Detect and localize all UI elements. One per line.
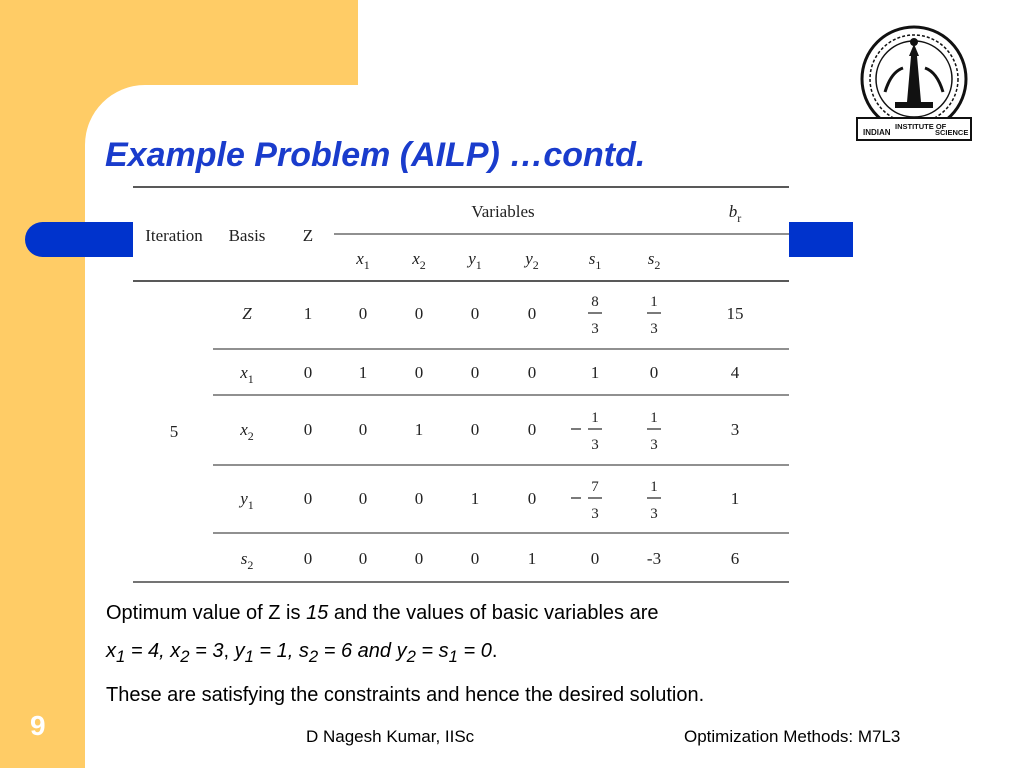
row-basis-3: $x_2$ [240, 420, 254, 443]
var-y2: y [396, 640, 407, 662]
var-x1: x [106, 640, 116, 662]
cell-r1-c5: 0 [527, 304, 537, 323]
footer-author: D Nagesh Kumar, IISc [306, 727, 475, 746]
cell-r4-c8: 1 [730, 489, 740, 508]
simplex-table [133, 186, 789, 584]
logo-text-left: INDIAN [863, 128, 891, 137]
cell-r4-c5: 0 [527, 489, 537, 508]
header-basis: Basis [228, 226, 266, 245]
cell-r1-c7-numerator: 1 [650, 294, 658, 310]
header-var-x2: $x_2$ [412, 249, 426, 272]
eq-s2: = 6 and [318, 640, 397, 662]
sub-x1: 1 [116, 647, 126, 666]
separator: , [223, 640, 235, 662]
cell-r1-c3: 0 [414, 304, 424, 323]
line-conclusion: These are satisfying the constraints and hence the desired solution. [106, 684, 705, 706]
cell-r4-c6-denominator: 3 [591, 506, 599, 522]
line1-part-a: Optimum value of Z is [106, 602, 307, 624]
slide-title: Example Problem (AILP) …contd. [105, 136, 646, 174]
row-basis-2: $x_1$ [240, 363, 254, 386]
cell-r3-c7-numerator: 1 [650, 410, 658, 426]
var-y1: y [234, 640, 245, 662]
var-s2: s [298, 640, 309, 662]
cell-r4-c4: 1 [470, 489, 480, 508]
cell-r3-c3: 1 [414, 420, 424, 439]
iisc-logo-icon [851, 22, 977, 148]
cell-r5-c8: 6 [730, 549, 740, 568]
var-s1: s [438, 640, 449, 662]
cell-r1-c1: 1 [303, 304, 313, 323]
cell-r1-c6-denominator: 3 [591, 321, 599, 337]
cell-r2-c4: 0 [470, 363, 480, 382]
cell-r3-c8: 3 [730, 420, 740, 439]
cell-r4-c7-numerator: 1 [650, 479, 658, 495]
row-basis-1: Z [242, 304, 252, 323]
cell-r5-c6: 0 [590, 549, 600, 568]
cell-r5-c4: 0 [470, 549, 480, 568]
header-var-x1: $x_1$ [356, 249, 370, 272]
cell-r5-c7: -3 [646, 549, 662, 568]
header-iteration: Iteration [145, 226, 203, 245]
cell-r2-c7: 0 [649, 363, 659, 382]
line-optimum-value [106, 594, 986, 632]
conclusion-text [106, 594, 986, 714]
optimum-z-value: 15 [306, 602, 329, 624]
sub-s2: 2 [308, 647, 319, 666]
sub-y2: 2 [406, 647, 416, 666]
cell-r4-c1: 0 [303, 489, 313, 508]
cell-r1-c6-numerator: 8 [591, 294, 599, 310]
cell-r4-c3: 0 [414, 489, 424, 508]
cell-r3-c7-denominator: 3 [650, 437, 658, 453]
cell-r3-c6-denominator: 3 [591, 437, 599, 453]
header-z: Z [302, 226, 314, 245]
cell-r3-c1: 0 [303, 420, 313, 439]
cell-r1-c2: 0 [358, 304, 368, 323]
cell-r3-c6-numerator: 1 [591, 410, 599, 426]
cell-r5-c2: 0 [358, 549, 368, 568]
header-br: $b_r$ [728, 202, 742, 225]
var-x2: x [170, 640, 181, 662]
slide-number: 9 [30, 710, 46, 741]
simplex-table-svg [133, 186, 789, 584]
line-basic-variables [106, 632, 986, 676]
cell-r3-c2: 0 [358, 420, 368, 439]
sub-x2: 2 [180, 647, 190, 666]
eq-s1: = 0 [457, 640, 492, 662]
cell-r4-c7-denominator: 3 [650, 506, 658, 522]
header-var-y1: $y_1$ [468, 249, 482, 272]
cell-r3-c5: 0 [527, 420, 537, 439]
cell-r2-c2: 1 [358, 363, 368, 382]
cell-r5-c5: 1 [527, 549, 537, 568]
row-basis-4: $y_1$ [240, 489, 254, 512]
cell-r2-c5: 0 [527, 363, 537, 382]
background-yellow-band [0, 0, 85, 768]
cell-r5-c1: 0 [303, 549, 313, 568]
eq-x1: = 4, [125, 640, 171, 662]
header-var-y2: $y_2$ [525, 249, 539, 272]
cell-r2-c6: 1 [590, 363, 600, 382]
cell-r1-c7-denominator: 3 [650, 321, 658, 337]
cell-r4-c6-numerator: 7 [591, 479, 599, 495]
eq-x2: = 3 [189, 640, 224, 662]
period: . [491, 640, 498, 662]
cell-r2-c1: 0 [303, 363, 313, 382]
eq-y2: = [415, 640, 439, 662]
cell-r3-c4: 0 [470, 420, 480, 439]
logo-text-right: SCIENCE [935, 128, 969, 137]
header-variables: Variables [471, 202, 535, 221]
logo-text-mid: INSTITUTE OF [895, 122, 947, 131]
iteration-value: 5 [169, 422, 179, 441]
sub-s1: 1 [448, 647, 458, 666]
header-var-s2: $s_2$ [647, 249, 661, 272]
sub-y1: 1 [244, 647, 254, 666]
accent-bar-left [25, 222, 135, 257]
eq-y1: = 1, [253, 640, 299, 662]
cell-r2-c8: 4 [730, 363, 740, 382]
footer-course: Optimization Methods: M7L3 [684, 727, 901, 746]
header-var-s1: $s_1$ [588, 249, 602, 272]
cell-r5-c3: 0 [414, 549, 424, 568]
cell-r4-c2: 0 [358, 489, 368, 508]
accent-bar-right [788, 222, 853, 257]
cell-r2-c3: 0 [414, 363, 424, 382]
line1-part-c: and the values of basic variables are [328, 602, 659, 624]
row-basis-5: $s_2$ [240, 549, 254, 572]
cell-r1-c8: 15 [726, 304, 744, 323]
cell-r1-c4: 0 [470, 304, 480, 323]
